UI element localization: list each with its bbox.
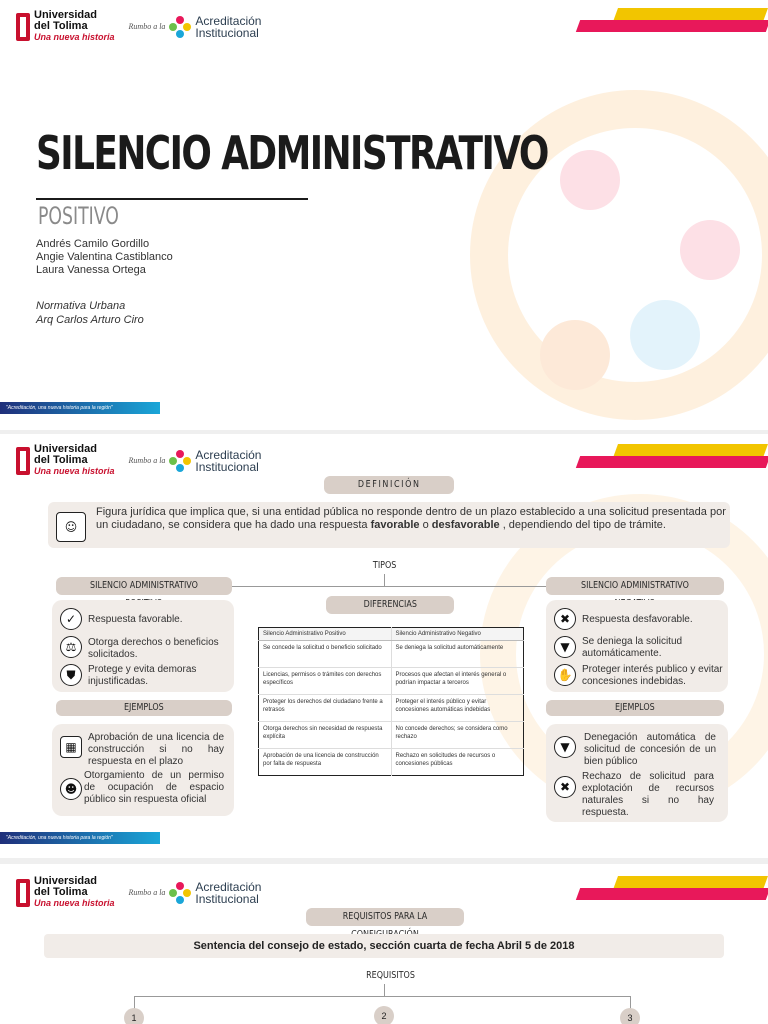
thumbs-down-icon: ▼ bbox=[554, 736, 576, 758]
table-cell: Procesos que afectan el interés general o podrían impactar a terceros bbox=[391, 668, 524, 695]
ut-logo-icon bbox=[16, 13, 30, 41]
scale-icon: ⚖ bbox=[60, 636, 82, 658]
positivo-label: SILENCIO ADMINISTRATIVO bbox=[56, 577, 232, 595]
requisito-number: 1 bbox=[124, 1008, 144, 1024]
table-cell: Se deniega la solicitud automáticamente bbox=[391, 641, 524, 668]
positivo-ejemplos-label: EJEMPLOS bbox=[56, 700, 232, 716]
university-slogan: Una nueva historia bbox=[34, 32, 115, 42]
course-name: Normativa Urbana bbox=[36, 300, 126, 312]
negativo-item: Proteger interés publico y evitar concesiones indebidas. bbox=[582, 664, 723, 687]
acreditacion-icon bbox=[169, 450, 191, 472]
positivo-item: Otorga derechos o beneficios solicitados. bbox=[88, 637, 219, 660]
ut-logo-icon bbox=[16, 447, 30, 475]
university-logo bbox=[16, 10, 115, 43]
close-icon: ✖ bbox=[554, 776, 576, 798]
definition-label: DEFINICIÓN bbox=[324, 476, 454, 494]
title-underline bbox=[36, 198, 308, 200]
decor-dot bbox=[540, 320, 610, 390]
negativo-ejemplos-label: EJEMPLOS bbox=[546, 700, 724, 716]
table-row bbox=[259, 722, 524, 749]
ut-logo-icon bbox=[16, 879, 30, 907]
requisito-number: 3 bbox=[620, 1008, 640, 1024]
positivo-item: Protege y evita demoras injustificadas. bbox=[88, 664, 197, 687]
acreditacion-icon bbox=[169, 16, 191, 38]
table-cell: Proteger el interés público y evitar concesiones automáticas indebidas bbox=[391, 695, 524, 722]
table-cell: Aprobación de una licencia de construcción por falta de respuesta bbox=[259, 749, 392, 776]
requisitos-sublabel: REQUISITOS bbox=[366, 970, 415, 981]
acreditacion-line1: Acreditación bbox=[195, 879, 262, 894]
requisitos-slide bbox=[0, 866, 768, 1024]
connector-line bbox=[384, 574, 385, 586]
negativo-item: Respuesta desfavorable. bbox=[582, 614, 693, 625]
table-cell: Otorga derechos sin necesidad de respuesta explícita bbox=[259, 722, 392, 749]
close-icon: ✖ bbox=[554, 608, 576, 630]
decor-stripe-pink bbox=[576, 888, 768, 900]
university-slogan: Una nueva historia bbox=[34, 466, 115, 476]
decor-stripe-pink bbox=[576, 20, 768, 32]
university-name-2: del Tolima bbox=[34, 454, 88, 466]
acreditacion-line2: Institucional bbox=[195, 25, 259, 40]
author: Andrés Camilo Gordillo bbox=[36, 238, 150, 250]
decor-stripe-yellow bbox=[614, 8, 768, 20]
slide-separator bbox=[0, 858, 768, 864]
positivo-ejemplo: Aprobación de una licencia de construcción si no hay respuesta en el plazo bbox=[88, 732, 224, 767]
table-header: Silencio Administrativo Positivo bbox=[259, 628, 392, 641]
decor-stripe-pink bbox=[576, 456, 768, 468]
positivo-item: Respuesta favorable. bbox=[88, 614, 183, 625]
person-icon: ☺ bbox=[56, 512, 86, 542]
rumbo-text: Rumbo a la bbox=[128, 888, 166, 897]
acreditacion-line2: Institucional bbox=[195, 459, 259, 474]
diferencias-label: DIFERENCIAS bbox=[326, 596, 454, 614]
university-name-1: Universidad bbox=[34, 9, 97, 21]
table-cell: No concede derechos; se considera como rechazo bbox=[391, 722, 524, 749]
connector-line bbox=[134, 996, 630, 997]
check-icon: ✓ bbox=[60, 608, 82, 630]
table-cell: Proteger los derechos del ciudadano frente a retrasos bbox=[259, 695, 392, 722]
acreditacion-icon bbox=[169, 882, 191, 904]
differences-table bbox=[258, 627, 524, 776]
connector-line bbox=[384, 984, 385, 996]
author: Laura Vanessa Ortega bbox=[36, 264, 146, 276]
table-header: Silencio Administrativo Negativo bbox=[391, 628, 524, 641]
requisito-number: 2 bbox=[374, 1006, 394, 1024]
negativo-ejemplo: Denegación automática de solicitud de concesión de un bien público bbox=[584, 732, 716, 767]
decor-dot bbox=[680, 220, 740, 280]
decor-dot bbox=[560, 150, 620, 210]
table-row bbox=[259, 668, 524, 695]
table-row bbox=[259, 695, 524, 722]
university-name-1: Universidad bbox=[34, 443, 97, 455]
shield-icon: ⛊ bbox=[60, 664, 82, 686]
header bbox=[16, 444, 261, 477]
thumbs-down-icon: ▼ bbox=[554, 636, 576, 658]
definition-text: Figura jurídica que implica que, si una entidad pública no responde dentro de un plazo establecido a una solicitud presentada por un ciudadano, se considera que ha dado una respuesta favorable o desfavorable , dependiendo del tipo de trámite. bbox=[96, 506, 726, 531]
cover-slide bbox=[0, 0, 768, 432]
decor-stripe-yellow bbox=[614, 444, 768, 456]
decor-stripe-yellow bbox=[614, 876, 768, 888]
table-cell: Rechazo en solicitudes de recursos o concesiones públicas bbox=[391, 749, 524, 776]
page-subtitle: POSITIVO bbox=[38, 202, 119, 230]
negativo-label: SILENCIO ADMINISTRATIVO bbox=[546, 577, 724, 595]
acreditacion-line1: Acreditación bbox=[195, 13, 262, 28]
university-name-1: Universidad bbox=[34, 875, 97, 887]
table-cell: Se concede la solicitud o beneficio solicitado bbox=[259, 641, 392, 668]
rumbo-text: Rumbo a la bbox=[128, 456, 166, 465]
university-slogan: Una nueva historia bbox=[34, 898, 115, 908]
author: Angie Valentina Castiblanco bbox=[36, 251, 173, 263]
negativo-item: Se deniega la solicitud automáticamente. bbox=[582, 636, 683, 659]
connector-line bbox=[232, 586, 546, 587]
rumbo-text: Rumbo a la bbox=[128, 22, 166, 31]
header bbox=[16, 10, 261, 43]
tipos-label: TIPOS bbox=[372, 560, 397, 571]
requisitos-label: REQUISITOS PARA LA bbox=[306, 908, 464, 926]
content-slide bbox=[0, 434, 768, 854]
people-icon: ☻ bbox=[60, 778, 82, 800]
hand-icon: ✋ bbox=[554, 664, 576, 686]
university-logo bbox=[16, 876, 115, 909]
header bbox=[16, 876, 261, 909]
sentencia-box: Sentencia del consejo de estado, sección cuarta de fecha Abril 5 de 2018 bbox=[44, 934, 724, 958]
authors-list bbox=[36, 238, 173, 277]
university-name-2: del Tolima bbox=[34, 20, 88, 32]
acreditacion-line1: Acreditación bbox=[195, 447, 262, 462]
footer-slogan: "Acreditación, una nueva historia para la región" bbox=[6, 405, 113, 411]
table-cell: Licencias, permisos o trámites con derechos específicos bbox=[259, 668, 392, 695]
teacher-name: Arq Carlos Arturo Ciro bbox=[36, 314, 144, 326]
university-name-2: del Tolima bbox=[34, 886, 88, 898]
building-icon: ▦ bbox=[60, 736, 82, 758]
positivo-ejemplo: Otorgamiento de un permiso de ocupación de espacio público sin respuesta oficial bbox=[84, 770, 224, 805]
university-logo bbox=[16, 444, 115, 477]
course-info bbox=[36, 299, 144, 327]
negativo-ejemplo: Rechazo de solicitud para explotación de recursos naturales si no hay respuesta. bbox=[582, 771, 714, 818]
footer-bar bbox=[0, 402, 160, 414]
footer-bar bbox=[0, 832, 160, 844]
table-row bbox=[259, 749, 524, 776]
acreditacion-line2: Institucional bbox=[195, 891, 259, 906]
decor-dot bbox=[630, 300, 700, 370]
table-row bbox=[259, 641, 524, 668]
footer-slogan: "Acreditación, una nueva historia para la región" bbox=[6, 835, 113, 841]
page-title: SILENCIO ADMINISTRATIVO bbox=[36, 126, 548, 180]
table-header-row bbox=[259, 628, 524, 641]
